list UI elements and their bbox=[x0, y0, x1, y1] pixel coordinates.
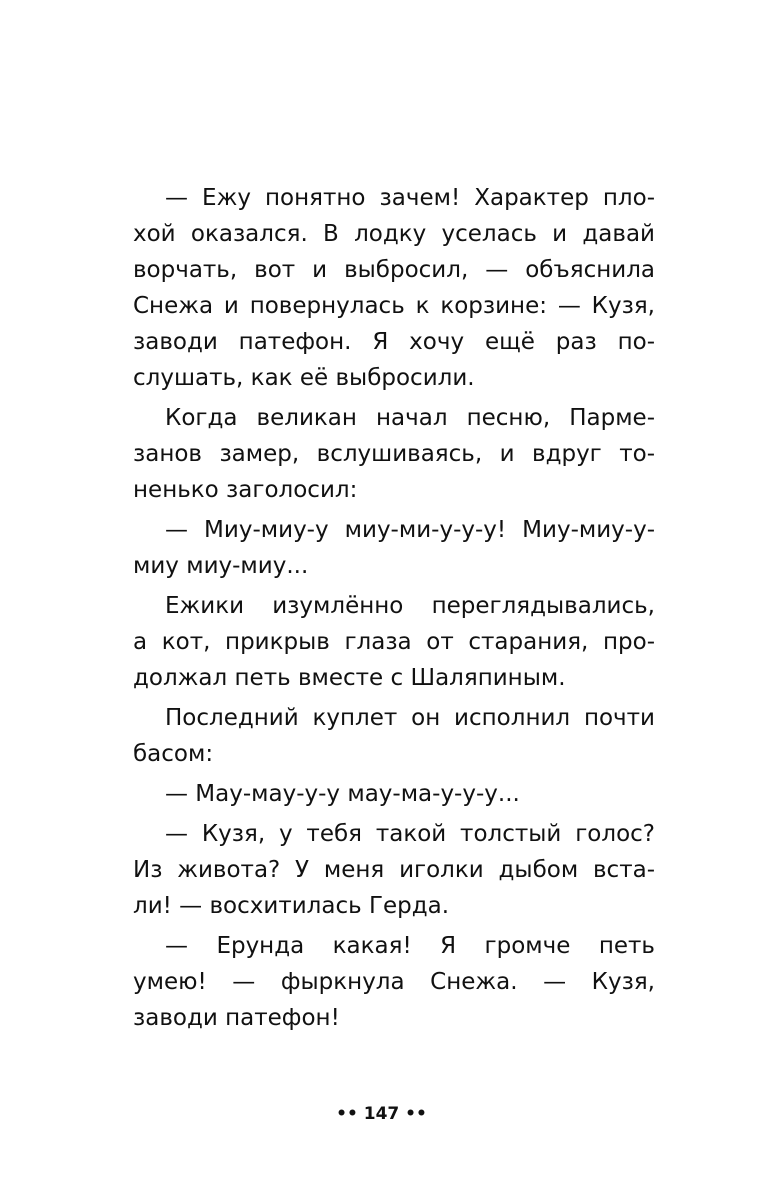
paragraph bbox=[133, 400, 655, 508]
text-line: Снежа и повернулась к корзине: — Кузя, bbox=[133, 293, 655, 319]
text-line: должал петь вместе с Шаляпиным. bbox=[133, 665, 566, 691]
page-number: •• 147 •• bbox=[336, 1104, 427, 1124]
text-line: Из живота? У меня иголки дыбом вста- bbox=[133, 857, 655, 883]
text-line: Когда великан начал песню, Парме- bbox=[165, 405, 655, 431]
paragraph bbox=[133, 512, 655, 584]
text-line: — Миу-миу-у миу-ми-у-у-у! Миу-миу-у- bbox=[165, 517, 655, 543]
text-line: ли! — восхитилась Герда. bbox=[133, 893, 450, 919]
paragraph bbox=[133, 700, 655, 772]
text-line: — Ерунда какая! Я громче петь bbox=[165, 933, 655, 959]
paragraph bbox=[133, 928, 655, 1036]
text-line: басом: bbox=[133, 741, 214, 767]
paragraph bbox=[133, 816, 655, 924]
paragraph bbox=[133, 180, 655, 396]
paragraph bbox=[133, 588, 655, 696]
text-line: а кот, прикрыв глаза от старания, про- bbox=[133, 629, 655, 655]
text-line: ворчать, вот и выбросил, — объяснила bbox=[133, 257, 655, 283]
paragraph bbox=[133, 776, 655, 812]
text-line: Последний куплет он исполнил почти bbox=[165, 705, 655, 731]
text-line: занов замер, вслушиваясь, и вдруг то- bbox=[133, 441, 655, 467]
text-line: — Мау-мау-у-у мау-ма-у-у-у... bbox=[165, 781, 520, 807]
text-line: заводи патефон! bbox=[133, 1005, 340, 1031]
text-line: Ежики изумлённо переглядывались, bbox=[165, 593, 655, 619]
text-line: миу миу-миу... bbox=[133, 553, 309, 579]
text-line: ненько заголосил: bbox=[133, 477, 358, 503]
text-line: слушать, как её выбросили. bbox=[133, 365, 475, 391]
text-line: — Кузя, у тебя такой толстый голос? bbox=[165, 821, 655, 847]
text-line: — Ежу понятно зачем! Характер пло- bbox=[165, 185, 655, 211]
text-line: заводи патефон. Я хочу ещё раз по- bbox=[133, 329, 655, 355]
text-line: умею! — фыркнула Снежа. — Кузя, bbox=[133, 969, 655, 995]
body-text bbox=[133, 180, 655, 1036]
text-line: хой оказался. В лодку уселась и давай bbox=[133, 221, 655, 247]
